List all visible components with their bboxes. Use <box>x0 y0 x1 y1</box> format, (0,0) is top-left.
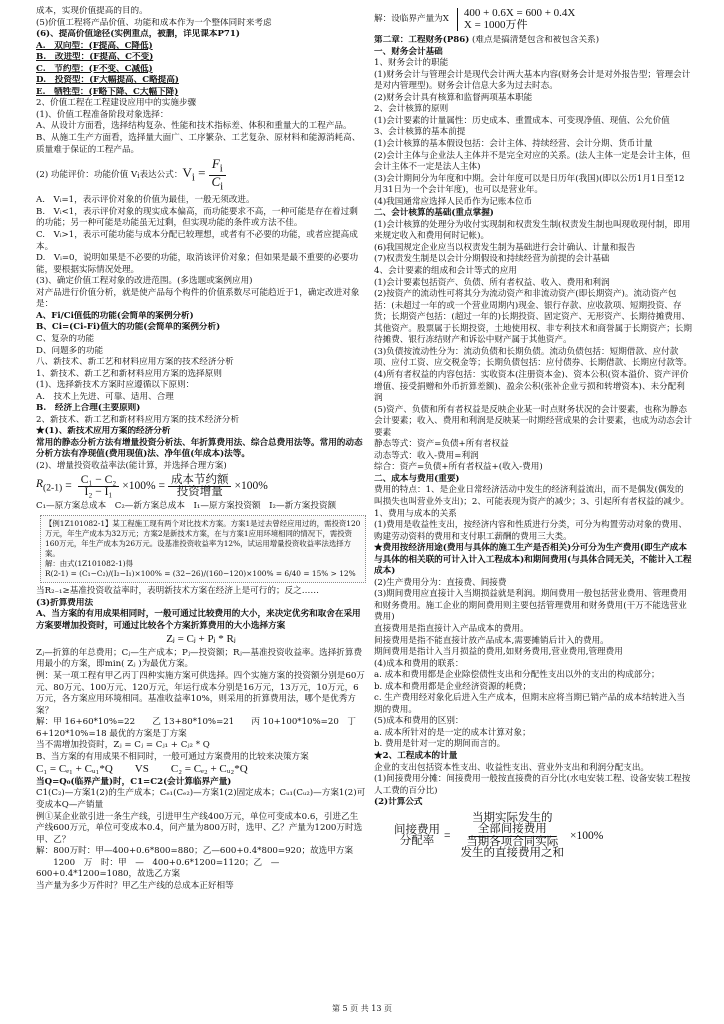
section-heading: (6)、提高价值途径(实例重点，被删，详见课本P71) <box>36 29 240 40</box>
text-line: ★(1)、新技术应用方案的经济分析 <box>36 426 171 437</box>
paragraph: 当Q=Q₀(临界产量)时，C1=C2(会计算临界产量) <box>36 776 232 787</box>
text-line: 期间费用是指计入当月损益的费用,如财务费用,营业费用,管理费用 <box>374 647 623 658</box>
text-line: (2)按资产的流动性可将其分为流动资产和非流动资产(即长期资产)。流动资产包括：(未超过一年的或一个营业周期内)现金、银行存款、应收款项、短期投资、存货；长期资产包括：(超过一年的)长期投资、固定资产、无形资产、长期待摊费用、其他资产。股票属于长期投资，土地使用权、非专利技术和商誉属于长期资产；长期待摊费、银行冻结财产和诉讼中财产属于其他资产。 <box>374 289 692 346</box>
formula-fraction: $\frac{\text{成本节约额}}{\text{投资增量}}$ <box>168 475 232 499</box>
paragraph: (2)、增量投资收益率法(能计算，并选择合理方案) <box>36 460 227 471</box>
solve-prefix: 解：设临界产量为X <box>374 13 449 24</box>
text-line: ★费用按经济用途(费用与具体的施工生产是否相关)分可分为生产费用(即生产成本与具体的相关联的可计入计入工程成本)和期间费用(与具体合同无关，不能计入工程成本) <box>374 543 692 577</box>
text-line: (6)我国规定企业应当以权责发生制为基础进行会计确认、计量和报告 <box>374 242 636 253</box>
text-line: b. 成本和费用都是企业经济资源的耗费； <box>374 681 532 692</box>
example-text: 解：由式(1Z101082-1)得 <box>45 559 133 569</box>
cost-formula: C₁ = Cₑ₁ + Cᵤ₁*Q VS C₂ = Cₑ₂ + Cᵤ₂*Q <box>36 763 248 776</box>
formula-fraction: $\frac{\text{C₁ − C₂}}{\text{I₂ − I₁}}$ <box>78 475 120 499</box>
text-line: 1、财务会计的职能 <box>374 58 449 69</box>
paragraph: A、当方案的有用成果相同时，一般可通过比较费用的大小，来决定优劣和取舍在采用方案要增加投资时，可通过比较各个方案折算费用的大小选择方案 <box>36 609 361 631</box>
paragraph: A. Vᵢ=1，表示评价对象的价值为最佳，一般无须改进。 <box>36 195 255 206</box>
text-line: ★2、工程成本的计量 <box>374 751 458 761</box>
paragraph: 解：800万时：甲—400+0.6*800=880；乙—600+0.4*800=920；故选甲方案 <box>36 846 354 857</box>
text-line: 1、新技术、新工艺和新材料应用方案的选择原则 <box>36 368 222 379</box>
text-line: (5)资产、负债和所有者权益是反映企业某一时点财务状况的会计要素，也称为静态会计要素；收入、费用和利润是反映某一时期经营成果的会计要素，也成为动态会计要素 <box>374 404 692 438</box>
overhead-allocation-formula: 间接费用 分配率 = 当期实际发生的 全部间接费用 当期各项合同实际 发生的直接费用之和 ×100% <box>394 811 604 860</box>
list-item: A、Fi/Ci值低的功能(会简单的案例分析) <box>36 310 194 321</box>
text-line: (1)会计核算的基本假设包括：会计主体、持续经营、会计分期、货币计量 <box>374 139 653 150</box>
list-item: E. 牺牲型：(F略下降、C大幅下降) <box>36 86 179 97</box>
formula-lhs: 间接费用 分配率 <box>394 823 440 848</box>
list-item: D、问题多的功能 <box>36 345 104 356</box>
text-line: (1)费用是收益性支出，按经济内容和性质进行分类，可分为构置劳动对象的费用、购建劳动资料的费用和支付职工薪酬的费用三大类。 <box>374 520 687 542</box>
text-line: 间接费用是指不能直接计放产品成本,需要摊销后计入的费用。 <box>374 635 609 646</box>
text-line: A. 技术上先进、可靠、适用、合理 <box>36 391 174 402</box>
text-line: 成本，实现价值提高的目的。 <box>36 6 148 16</box>
text-line: 直接费用是指直接计入产品成本的费用。 <box>374 623 529 634</box>
text-line: (5)成本和费用的区别： <box>374 716 464 727</box>
example-text: R(2-1) = (C₁−C₂)/(I₂−I₁)×100% = (32−26)/(160−120)×100% = 6/40 = 15% > 12% <box>45 569 356 579</box>
value-formula: (2) 功能评价：功能价值 V i 表达公式： $V_i$ = $\frac{F_i}{C_i}$ <box>36 158 366 193</box>
incremental-return-formula: $R_{(2-1)}$ = $\frac{\text{C₁ − C₂}}{\text{I₂ − I₁}}$ ×100% = $\frac{\text{成本节约额}}{\text{投资增量}}$ ×100% <box>36 473 268 499</box>
text-line: (1)会计核算的处理分为收付实现制和权责发生制(权责发生制也叫现收现付制，即用来规定收入和费用何时记帐)。 <box>374 219 691 242</box>
discount-formula: Zⱼ = Cⱼ + Pⱼ * Rⱼ <box>166 633 236 646</box>
text-line: 一、财务会计基础 <box>374 46 443 57</box>
left-column <box>36 6 366 892</box>
paragraph: C. Vᵢ>1，表示可能功能与成本分配已较理想，或者有不必要的功能，或者应提高成本。 <box>36 230 358 252</box>
paragraph: 当不需增加投资时，Zⱼ = Cⱼ = Cⱼ₁ + Cⱼ₂ * Q <box>36 740 210 751</box>
paragraph: 对产品进行价值分析，就是使产品每个构件的价值系数尽可能趋近于1，确定改进对象是： <box>36 287 360 310</box>
paragraph: C1(C₂)—方案1(2)的生产成本；Cₑ₁(Cₑ₂)—方案1(2)固定成本；Cᵤ₁(Cᵤ₂)—方案1(2)可变成本Q—产销量 <box>36 788 366 810</box>
text-line: (4)我国通常应选择人民币作为记账本位币 <box>374 196 533 207</box>
text-line: 八、新技术、新工艺和材料应用方案的技术经济分析 <box>36 357 234 368</box>
text-line: 4、会计要素的组成和会计等式的应用 <box>374 266 517 277</box>
paragraph: 例①某企业欲引进一条生产线，引进甲生产线400万元，单位可变成本0.6，引进乙生产线600万元，单位可变成本0.4，问产量为800万时，选甲、乙？产量为1200万时选甲、乙？ <box>36 811 363 845</box>
example-text: 【例1Z101082-1】某工程施工现有两个对比技术方案。方案1是过去曾经应用过的，需投资120万元，年生产成本为32万元；方案2是新技术方案，在与方案1应用环境相同的情况下，需投资160万元，年生产成本为26万元。设基准投资收益率为12%，试运用增量投资收益率法选择方案。 <box>45 519 361 559</box>
paragraph: D. Vᵢ=0，说明如果是不必要的功能，取消该评价对象；但如果是最不重要的必要功能，要根据实际情况处理。 <box>36 253 359 275</box>
text-line: (3)负债按流动性分为：流动负债和长期负债。流动负债包括：短期借款、应付款项、应付工资、应交税金等；长期负债包括：应付债券、长期借款、长期应付款等。 <box>374 346 692 369</box>
list-item: C、复杂的功能 <box>36 333 95 344</box>
text-line: c. 生产费用经对象化后进入生产成本，但期末应将当期已销产品的成本结转进入当期的费用。 <box>374 693 686 715</box>
text-line: 费用的特点：1、是企业日常经济活动中发生的经济利益流出，而不是偶发(偶发的叫损失也叫营业外支出)；2、可能表现为资产的减少；3、引起所有者权益的减少。 <box>374 485 690 507</box>
list-item: C. 节约型：(F不变、C减低) <box>36 63 153 74</box>
paragraph: (3)、确定价值工程对象的改进范围。(多选题或案例应用) <box>36 276 253 287</box>
text-line: (1)财务会计与管理会计是现代会计两大基本内容(财务会计是对外报告型；管理会计是对内管理型)。财务会计信息大多为过去时态。 <box>374 69 691 92</box>
formula-fraction: 当期实际发生的 全部间接费用 当期各项合同实际 发生的直接费用之和 <box>460 811 564 860</box>
paragraph: A、从设计方面看，选择结构复杂、性能和技术指标差、体积和重量大的工程产品。 <box>36 121 352 132</box>
paragraph: (1)、价值工程准备阶段对象选择： <box>36 109 169 120</box>
text-line: 企业的支出包括资本性支出、收益性支出、营业外支出和利润分配支出。 <box>374 762 650 773</box>
formula-mid: 表达公式： <box>139 169 183 180</box>
paragraph: 1200 万 时：甲 — 400+0.6*1200=1120；乙 — 600+0.4*1200=1080，故选乙方案 <box>36 857 288 880</box>
text-line: 动态等式：收入-费用=利润 <box>374 450 479 461</box>
text-line: (3)期间费用应直接计入当期损益就是利润。期间费用一般包括营业费用、管理费用和财务费用。施工企业的期间费用则主要包括管理费用和财务费用(干万不能选营业费用) <box>374 589 687 623</box>
text-line: b. 费用是针对一定的期间而言的。 <box>374 739 506 750</box>
text-line: 2、新技术、新工艺和新材料应用方案的技术经济分析 <box>36 414 240 425</box>
text-line: 二、会计核算的基础(重点掌握) <box>374 208 494 219</box>
formula-lhs: $R_{(2-1)}$ <box>36 478 63 494</box>
solve-block <box>374 8 692 31</box>
paragraph: B. Vᵢ<1，表示评价对象的现实成本偏高，而功能要求不高，一种可能是存在着过剩的功能；另一种可能是功能虽无过剩，但实现功能的条件或方法不佳。 <box>36 206 358 229</box>
text-line: (2)财务会计具有核算和监督两项基本职能 <box>374 92 533 103</box>
paragraph: 2、价值工程在工程建设应用中的实施步骤 <box>36 98 197 109</box>
list-item: A. 双向型：(F提高、C降低) <box>36 40 153 51</box>
section-heading: (3)折算费用法 <box>36 597 94 608</box>
paragraph: 解：甲 16+60*10%=22 乙 13+80*10%=21 丙 10+100*10%=20 丁 6+120*10%=18 最优的方案是丁方案 <box>36 717 357 739</box>
text-line: 综合：资产=负债+所有者权益+(收入-费用) <box>374 462 543 473</box>
right-column <box>374 6 692 862</box>
paragraph: B、从施工生产方面看，选择量大面广、工序繁杂、工艺复杂、原材料和能源消耗高、质量难于保证的工程产品。 <box>36 133 361 155</box>
text-line: (4)成本和费用的联系： <box>374 658 464 669</box>
chapter-heading: 第二章：工程财务(P86) (难点是搞清楚包含和被包含关系) <box>374 35 600 46</box>
text-line: 静态等式：资产=负债+所有者权益 <box>374 439 509 450</box>
text-line: (1)会计要素包括资产、负债、所有者权益、收入、费用和利润 <box>374 277 610 288</box>
text-line: 3、会计核算的基本前提 <box>374 127 466 138</box>
right-text-block <box>374 47 692 798</box>
formula-lhs: $V_i$ = <box>182 165 206 184</box>
text-line: (1)间接费用分摊：间接费用一般按直接费的百分比(水电安装工程、设备安装工程按人工费的百分比) <box>374 774 691 796</box>
section-heading: (2)计算公式 <box>374 797 423 808</box>
text-line: (2)生产费用分为：直接费、间接费 <box>374 577 507 588</box>
text-line: a. 成本和费用都是企业除偿债性支出和分配性支出以外的支出的构成部分； <box>374 670 660 681</box>
example-box <box>40 515 366 583</box>
page-footer: 第 5 页 共 13 页 <box>332 1004 392 1013</box>
equation-system: 400 + 0.6X = 600 + 0.4X X = 1000万件 <box>457 8 576 31</box>
text-line: 二、成本与费用(重要) <box>374 473 460 484</box>
paragraph: B、当方案的有用成果不相同时，一般可通过方案费用的比较来决策方案 <box>36 751 309 762</box>
list-item: B、Ci=(Ci-Fi)值大的功能(会简单的案例分析) <box>36 322 221 333</box>
paragraph: C₁—原方案总成本 C₂—新方案总成本 I₁—原方案投资额 I₂—新方案投资额 <box>36 500 337 511</box>
text-line: (5)价值工程将产品价值、功能和成本作为一个整体同时来考虑 <box>36 17 272 28</box>
paragraph: Zⱼ—折算的年总费用；Cⱼ—生产成本；Pⱼ—投资额；Rⱼ—基准投资收益率。选择折算费用最小的方案，即min( Zⱼ )为最优方案。 <box>36 647 363 670</box>
text-line: 1、费用与成本的关系 <box>374 508 457 519</box>
text-line: (4)所有者权益的内容包括：实收资本(注册资本金)、资本公积(资本溢价、资产评价增值、接受捐赠和外币折算差额)、盈余公积(张补企业亏损和转增资本)、未分配利润 <box>374 369 689 404</box>
text-line: (3)会计期间分为年度和中期。会计年度可以是日历年(我国)(即以公历1月1日至12月31日为一个会计年度)，也可以是营业年。 <box>374 173 685 196</box>
list-item: D. 投资型：(F大幅提高、C略提高) <box>36 75 179 86</box>
formula-prefix: (2) 功能评价：功能价值 V <box>36 169 138 180</box>
paragraph: 当产量为多少万件时？甲乙生产线的总成本正好相等 <box>36 880 234 891</box>
paragraph: 例：某一项工程有甲乙丙丁四种实施方案可供选择。四个实施方案的投资额分别是60万元、80万元、100万元、120万元，年运行成本分别是16万元，13万元，10万元，6万元，各方案应用环境相同。基准收益率10%，则采用的折算费用法，哪个是优秀方案？ <box>36 670 365 716</box>
text-line: 2、会计核算的原则 <box>374 104 449 115</box>
formula-fraction: $\frac{F_i}{C_i}$ <box>208 158 226 193</box>
text-line: (7)权责发生制是以会计分期假设和持续经营为前提的会计基础 <box>374 254 610 265</box>
paragraph: 常用的静态分析方法有增量投资分析法、年折算费用法、综合总费用法等。常用的动态分析方法有净现值(费用现值)法、净年值(年成本)法等。 <box>36 437 363 460</box>
text-line: (2)会计主体与企业法人主体并不是完全对应的关系。(法人主体一定是会计主体，但会计主体不一定是法人主体) <box>374 150 691 173</box>
text-line: (1)会计要素的计量属性：历史成本、重置成本、可变现净值、现值、公允价值 <box>374 115 670 126</box>
text-line: a. 成本所针对的是一定的成本计算对象； <box>374 727 531 738</box>
list-item: B. 改进型：(F提高、C不变) <box>36 52 154 63</box>
text-line: (1)、选择新技术方案时应遵循以下原则： <box>36 380 195 391</box>
paragraph: 当R₂₋₁≥基准投资收益率时，表明新技术方案在经济上是可行的；反之…… <box>36 586 319 597</box>
text-line: B. 经济上合理(主要原则) <box>36 403 141 414</box>
